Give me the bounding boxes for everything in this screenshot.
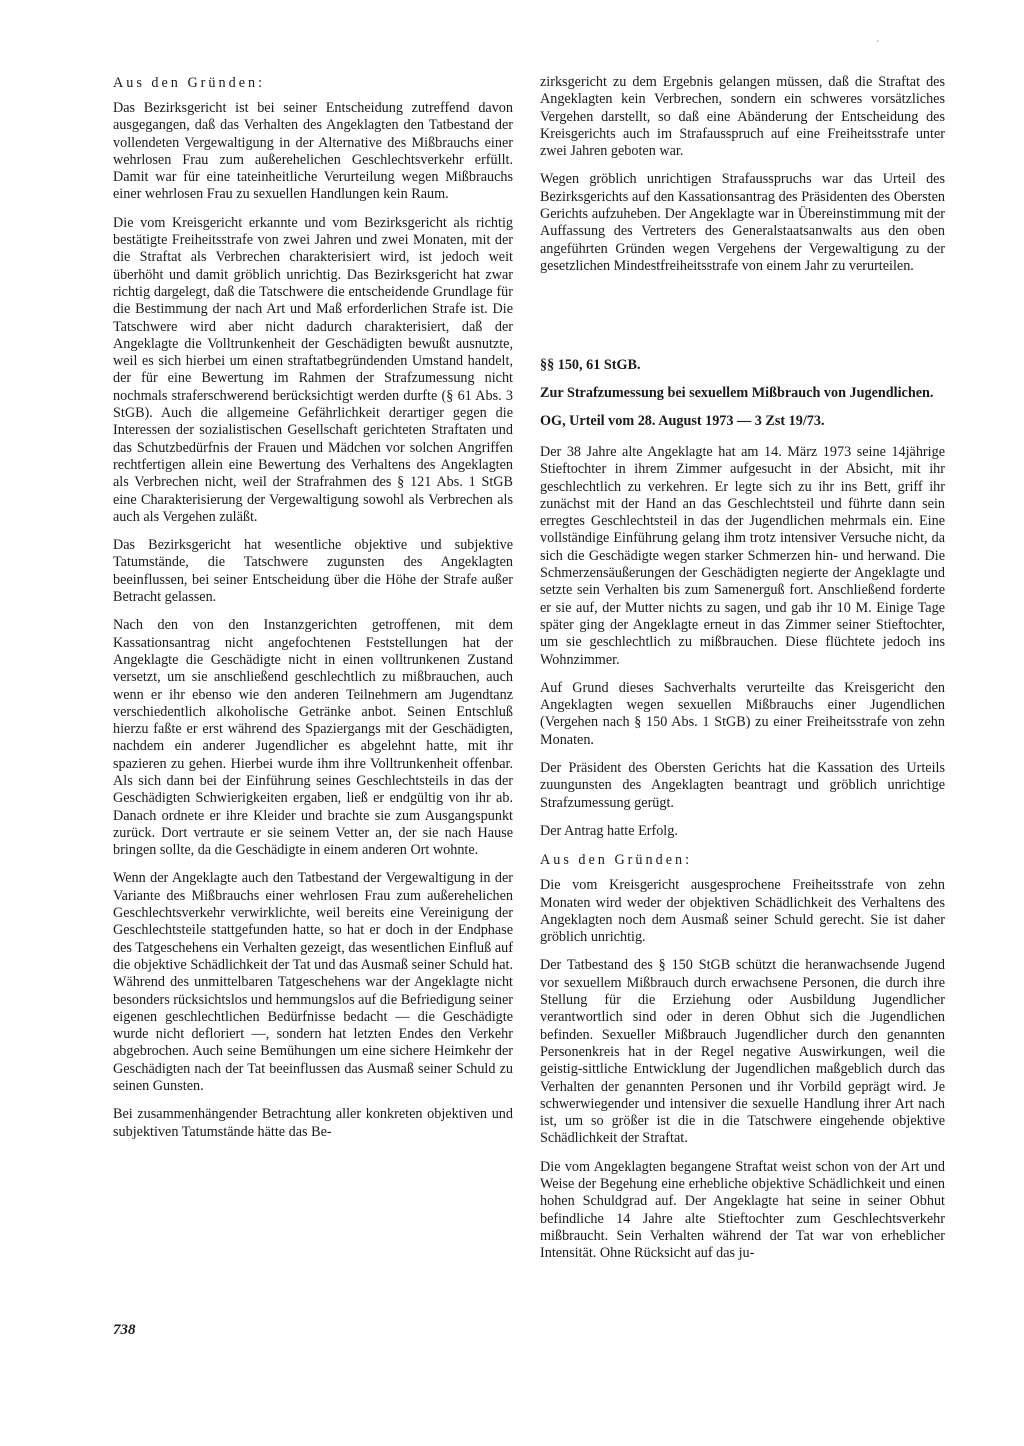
left-column (113, 74, 513, 1152)
page-number: 738 (113, 1322, 136, 1338)
reasons-heading-left: Aus den Gründen: (113, 75, 266, 91)
case-citation: OG, Urteil vom 28. August 1973 — 3 Zst 19/73. (540, 413, 825, 429)
paragraph: Nach den von den Instanzgerichten getroffenen, mit dem Kassationsantrag nicht angefochtenen Feststellungen hat der Angeklagte die Geschädigte nicht in einen volltrunkenen Zustand versetzt, um sie anschließend geschlechtlich zu mißbrauchen, auch wenn er ihr ebenso wie den anderen Teilnehmern am Jugendtanz verschiedentlich alkoholische Getränke anbot. Seinen Entschluß hierzu faßte er erst während des Spaziergangs mit der Geschädigten, nachdem ein anderer Jugendlicher es abgelehnt hatte, mit ihr spazieren zu gehen. Hierbei wurde ihm ihre Volltrunkenheit offenbar. Als sich dann bei der Einführung seines Geschlechtsteils in das der Geschädigten Schwierigkeiten ergaben, ließ er endgültig von ihr ab. Danach ordnete er ihre Kleider und brachte sie zum Ausgangspunkt zurück. Dort vertraute er sie seinem Vetter an, der sie nach Hause bringen sollte, da die Geschädigte in einem anderen Ort wohnte. (113, 617, 513, 859)
paragraph: Der 38 Jahre alte Angeklagte hat am 14. März 1973 seine 14jährige Stieftochter in ihrem Zimmer aufgesucht in der Absicht, mit ihr geschlechtlich zu verkehren. Er legte sich zu ihr ins Bett, griff ihr zunächst mit der Hand an das Geschlechtsteil und führte dann sein erregtes Geschlechtsteil in das der Jugendlichen mehrmals ein. Eine vollständige Einführung gelang ihm trotz intensiver Versuche nicht, da sich die Geschädigte wegen starker Schmerzen hin- und herwand. Die Schmerzensäußerungen der Geschädigten negierte der Angeklagte und setzte sein Verhalten bis zum Samenerguß fort. Anschließend forderte er sie auf, der Mutter nichts zu sagen, und gab ihr 10 M. Einige Tage später ging der Angeklagte erneut in das Zimmer seiner Stieftochter, um sie geschlechtlich zu mißbrauchen. Diese flüchtete jedoch ins Wohnzimmer. (540, 444, 945, 668)
paragraph: Wegen gröblich unrichtigen Strafausspruchs war das Urteil des Bezirksgerichts auf den Kassationsantrag des Präsidenten des Obersten Gerichts aufzuheben. Der Angeklagte war in Übereinstimmung mit der Auffassung des Vertreters des Generalstaatsanwalts aus den oben angeführten Gründen wegen Vergehens der Vergewaltigung zu der gesetzlichen Mindestfreiheitsstrafe von einem Jahr zu verurteilen. (540, 171, 945, 274)
paragraph: Die vom Angeklagten begangene Straftat weist schon von der Art und Weise der Begehung eine erhebliche objektive Schädlichkeit und einen hohen Schuldgrad auf. Der Angeklagte hat seine in seiner Obhut befindliche 14 Jahre alte Stieftochter zum Geschlechtsverkehr mißbraucht. Sein Verhalten während der Tat war von erheblicher Intensität. Ohne Rücksicht auf das ju- (540, 1158, 945, 1262)
case-headnote: Zur Strafzumessung bei sexuellem Mißbrauch von Jugendlichen. (540, 385, 934, 401)
paragraph: Bei zusammenhängender Betrachtung aller konkreten objektiven und subjektiven Tatumstände hätte das Be- (113, 1106, 513, 1140)
paragraph: Wenn der Angeklagte auch den Tatbestand der Vergewaltigung in der Variante des Mißbrauchs einer wehrlosen Frau zum außerehelichen Geschlechtsverkehr verwirklichte, weil bereits eine Vereinigung der Geschlechtsteile stattgefunden hatte, so hat er doch in der Endphase des Tatgeschehens ein Verhalten gezeigt, das wesentlichen Einfluß auf die objektive Schädlichkeit der Tat und das Ausmaß seiner Schuld hat. Während des unmittelbaren Tatgeschehens war der Angeklagte nicht besonders rücksichtslos und hemmungslos auf die Befriedigung seiner eigenen geschlechtlichen Bedürfnisse bedacht — die Geschädigte wurde nicht defloriert —, sondern hat letzten Endes den Verkehr abgebrochen. Auch seine Bemühungen um eine sichere Heimkehr der Geschädigten nach der Tat beeinflussen das Ausmaß seiner Schuld zu seinen Gunsten. (113, 870, 513, 1095)
paragraph: Der Antrag hatte Erfolg. (540, 822, 678, 839)
corner-mark: ´ (876, 40, 880, 51)
right-column-case (540, 356, 945, 1273)
paragraph: Das Bezirksgericht ist bei seiner Entscheidung zutreffend davon ausgegangen, daß das Verhalten des Angeklagten den Tatbestand der vollendeten Vergewaltigung in der Alternative des Mißbrauchs einer wehrlosen Frau zum außerehelichen Geschlechtsverkehr erfüllt. Damit war für eine tateinheitliche Verurteilung wegen Mißbrauchs einer wehrlosen Frau zu sexuellen Handlungen kein Raum. (113, 100, 513, 203)
statute-reference: §§ 150, 61 StGB. (540, 357, 641, 373)
paragraph: Auf Grund dieses Sachverhalts verurteilte das Kreisgericht den Angeklagten wegen sexuellen Mißbrauchs einer Jugendlichen (Vergehen nach § 150 Abs. 1 StGB) zu einer Freiheitsstrafe von zehn Monaten. (540, 679, 945, 748)
paragraph: Das Bezirksgericht hat wesentliche objektive und subjektive Tatumstände, die Tatschwere zugunsten des Angeklagten beeinflussen, bei seiner Entscheidung über die Höhe der Strafe außer Betracht gelassen. (113, 537, 513, 606)
reasons-heading-right: Aus den Gründen: (540, 852, 693, 869)
paragraph: Der Präsident des Obersten Gerichts hat die Kassation des Urteils zuungunsten des Angeklagten beantragt und gröblich unrichtige Strafzumessung gerügt. (540, 760, 945, 811)
paragraph: zirksgericht zu dem Ergebnis gelangen müssen, daß die Straftat des Angeklagten kein Verbrechen, sondern ein schweres vorsätzliches Vergehen darstellt, so daß eine Abänderung der Entscheidung des Kreisgerichts auch im Strafausspruch auf eine Freiheitsstrafe unter zwei Jahren geboten war. (540, 74, 945, 160)
paragraph: Die vom Kreisgericht erkannte und vom Bezirksgericht als richtig bestätigte Freiheitsstrafe von zwei Jahren und zwei Monaten, mit der die Straftat als Verbrechen charakterisiert wird, ist jedoch weit überhöht und damit gröblich unrichtig. Das Bezirksgericht hat zwar richtig dargelegt, daß die Tatschwere die entscheidende Grundlage für die Bestimmung der nach Art und Maß erforderlichen Strafe ist. Die Tatschwere wird aber nicht dadurch charakterisiert, daß der Angeklagte die Volltrunkenheit der Geschädigten bewußt ausnutzte, weil es sich hierbei um einen straftatbegründenden Umstand handelt, der für eine Bewertung im Rahmen der Strafzumessung nicht nochmals straferschwerend berücksichtigt werden durfte (§ 61 Abs. 3 StGB). Auch die allgemeine Gefährlichkeit derartiger gegen die Interessen der sozialistischen Gesellschaft gerichteten Straftaten und das Schutzbedürfnis der Frauen und Mädchen vor solchen Angriffen rechtfertigen allein eine Bewertung des Verhaltens des Angeklagten als Verbrechen nicht, weil der Strafrahmen des § 121 Abs. 1 StGB eine Charakterisierung der Vergewaltigung sowohl als Verbrechen als auch als Vergehen zuläßt. (113, 214, 513, 525)
paragraph: Der Tatbestand des § 150 StGB schützt die heranwachsende Jugend vor sexuellem Mißbrauch durch erwachsene Personen, die durch ihre Stellung für die Erziehung oder Ausbildung Jugendlicher verantwortlich sind oder in deren Obhut sich die Jugendlichen befinden. Sexueller Mißbrauch Jugendlicher durch den genannten Personenkreis hat in der Regel negative Auswirkungen, weil die geistig-sittliche Entwicklung der Jugendlichen maßgeblich durch das Verhalten der genannten Personen und ihr Vorbild geprägt wird. Je schwerwiegender und intensiver die sexuelle Handlung ihrer Art nach ist, um so größer ist die in die Tatschwere eingehende objektive Schädlichkeit der Straftat. (540, 957, 945, 1147)
paragraph: Die vom Kreisgericht ausgesprochene Freiheitsstrafe von zehn Monaten wird weder der objektiven Schädlichkeit des Verhaltens des Angeklagten noch dem Ausmaß seiner Schuld gerecht. Sie ist daher gröblich unrichtig. (540, 877, 945, 946)
right-column-top (540, 74, 945, 286)
